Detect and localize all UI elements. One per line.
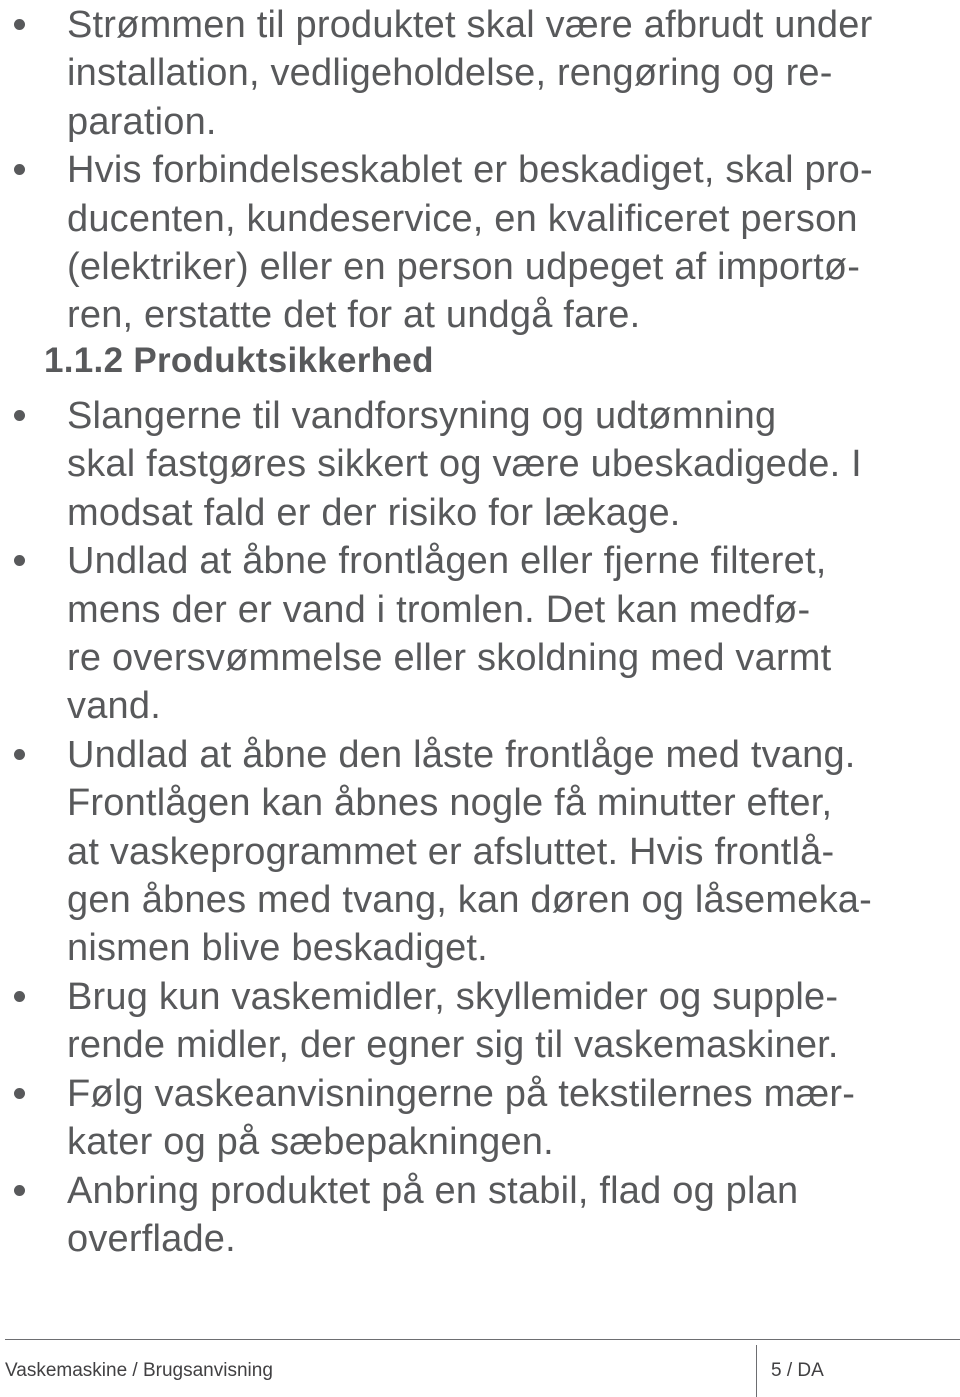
bullet-list-product-safety [0,392,960,1263]
bullet-list-continued [0,1,960,340]
bullet-item [0,1,960,146]
bullet-item [0,1070,960,1167]
bullet-dot-icon [14,555,25,566]
bullet-text: Anbring produktet på en stabil, flad og plan overflade. [67,1169,799,1260]
bullet-text: Følg vaskeanvisningerne på tekstilernes mær- kater og på sæbepakningen. [67,1072,856,1164]
bullet-dot-icon [14,19,25,30]
footer-page-number: 5 / DA [771,1360,824,1381]
bullet-item [0,537,960,731]
bullet-text: Undlad at åbne frontlågen eller fjerne filteret, mens der er vand i tromlen. Det kan medfø- re oversvømmelse eller skoldning med varmt vand. [67,540,832,728]
footer-divider-line [5,1339,960,1340]
bullet-item [0,731,960,973]
section-heading: 1.1.2 Produktsikkerhed [44,341,434,380]
bullet-dot-icon [14,410,25,421]
bullet-dot-icon [14,1185,25,1196]
footer-document-title: Vaskemaskine / Brugsanvisning [5,1360,273,1381]
bullet-dot-icon [14,1088,25,1099]
bullet-dot-icon [14,749,25,760]
bullet-dot-icon [14,164,25,175]
bullet-item [0,392,960,537]
bullet-text: Undlad at åbne den låste frontlåge med tvang. Frontlågen kan åbnes nogle få minutter efter, at vaskeprogrammet er afsluttet. Hvis frontlå- gen åbnes med tvang, kan døren og låsemeka- nismen blive beskadiget. [67,733,872,970]
bullet-text: Strømmen til produktet skal være afbrudt under installation, vedligeholdelse, rengøring og re- paration. [67,4,873,143]
bullet-item [0,146,960,340]
bullet-item [0,1167,960,1264]
bullet-dot-icon [14,991,25,1002]
bullet-text: Brug kun vaskemidler, skyllemider og supple- rende midler, der egner sig til vaskemaskiner. [67,975,839,1067]
bullet-item [0,973,960,1070]
bullet-text: Hvis forbindelseskablet er beskadiget, skal pro- ducenten, kundeservice, en kvalificeret person (elektriker) eller en person udpeget af importø- ren, erstatte det for at undgå fare. [67,149,873,337]
footer-vertical-divider [756,1345,757,1397]
bullet-text: Slangerne til vandforsyning og udtømning skal fastgøres sikkert og være ubeskadigede. I modsat fald er der risiko for lækage. [67,395,862,534]
